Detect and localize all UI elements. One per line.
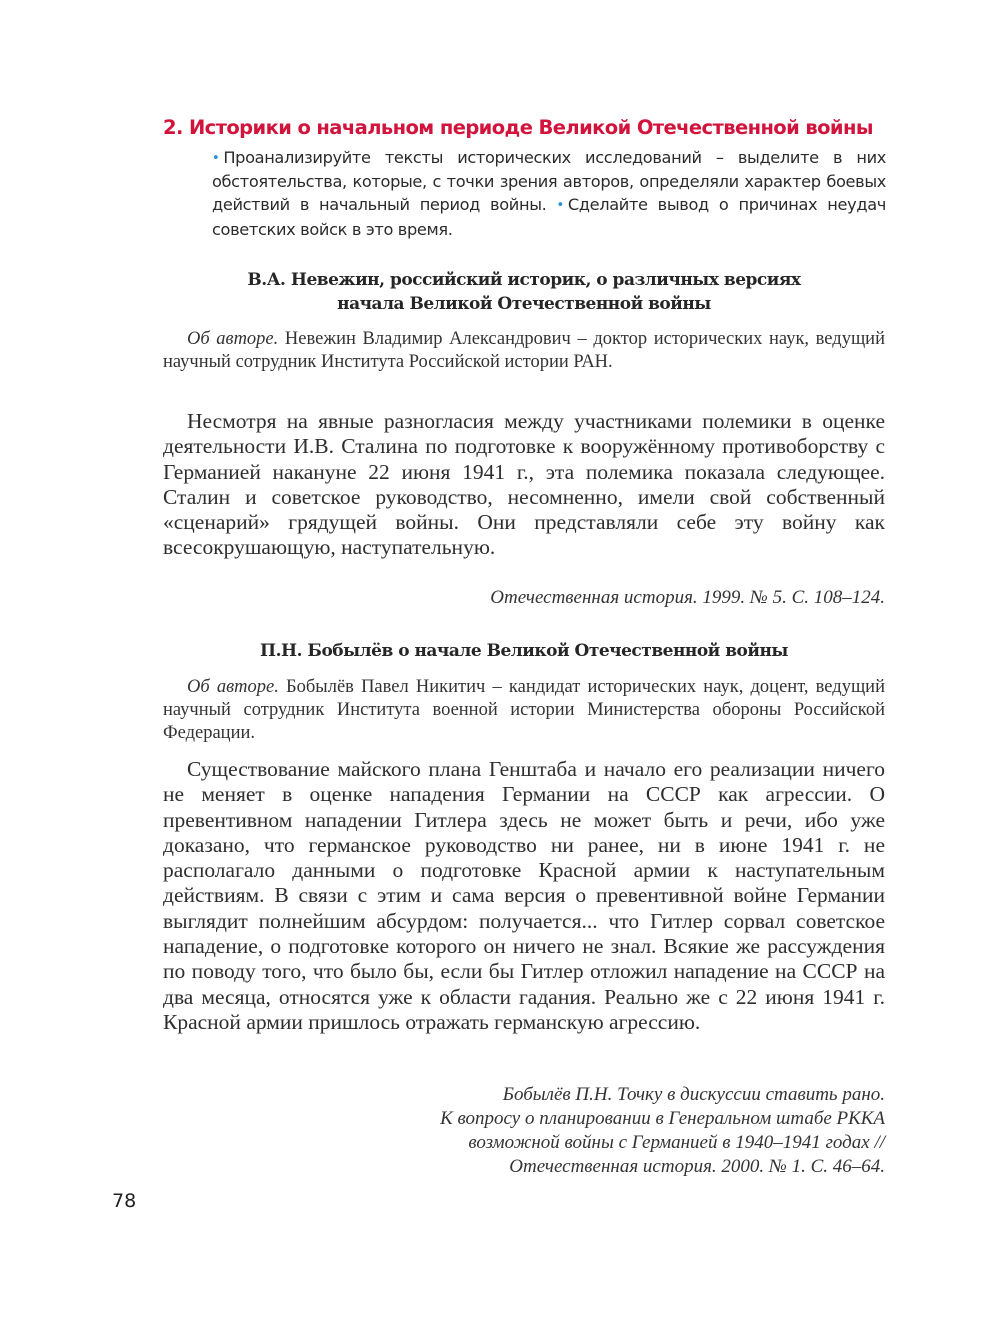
- source-2-citation: [163, 1083, 885, 1179]
- source-2-heading-line1: П.Н. Бобылёв о начале Великой Отечественной войны: [260, 641, 788, 661]
- section-title: 2. Историки о начальном периоде Великой Отечественной войны: [163, 116, 873, 139]
- about-text: Невежин Владимир Александрович – доктор исторических наук, ведущий научный сотрудник Института Российской истории РАН.: [163, 329, 885, 372]
- citation-line: Отечественная история. 2000. № 1. С. 46–64.: [509, 1156, 885, 1177]
- source-2-body: Существование майского плана Генштаба и начало его реализации ничего не меняет в оценке нападения Германии на СССР как агрессии. О превентивном нападении Гитлера здесь не может быть и речи, ибо уже доказано, что германское руководство ни ранее, ни в июне 1941 г. не располагало данными о подготовке Красной армии к наступательным действиям. В связи с этим и сама версия о превентивной войне Германии выглядит полнейшим абсурдом: получается... что Гитлер сорвал советское нападение, о подготовке которого он ничего не знал. Всякие же рассуждения по поводу того, что было бы, если бы Гитлер отложил нападение на СССР на два месяца, относятся уже к области гадания. Реально же с 22 июня 1941 г. Красной армии пришлось отражать германскую агрессию.: [163, 757, 885, 1034]
- about-label: Об авторе.: [187, 329, 279, 349]
- bullet-icon: •: [556, 198, 564, 214]
- citation-line: К вопросу о планировании в Генеральном штабе РККА: [440, 1108, 885, 1129]
- about-text: Бобылёв Павел Никитич – кандидат исторических наук, доцент, ведущий научный сотрудник Института военной истории Министерства обороны Российской Федерации.: [163, 677, 885, 743]
- task-bullet-2: Сделайте вывод о причинах неудач советских войск в это время.: [212, 195, 886, 239]
- bullet-icon: •: [212, 151, 220, 166]
- task-instructions: [212, 146, 886, 241]
- source-1-citation: [163, 586, 885, 610]
- source-1-heading: [163, 268, 885, 316]
- citation-line: Бобылёв П.Н. Точку в дискуссии ставить рано.: [502, 1084, 885, 1105]
- citation-line: Отечественная история. 1999. № 5. С. 108–124.: [490, 587, 885, 608]
- source-1-body: Несмотря на явные разногласия между участниками полемики в оценке деятельности И.В. Сталина по подготовке к вооружённому противоборству с Германией накануне 22 июня 1941 г., эта полемика показала следующее. Сталин и советское руководство, несомненно, имели свой собственный «сценарий» грядущей войны. Они представляли себе эту войну как всесокрушающую, наступательную.: [163, 409, 885, 560]
- source-1-about: [163, 328, 885, 374]
- source-1-heading-line1: В.А. Невежин, российский историк, о различных версиях: [247, 270, 801, 290]
- source-2-about: [163, 676, 885, 745]
- page-number: 78: [112, 1190, 137, 1212]
- source-2-heading: [163, 639, 885, 663]
- about-label: Об авторе.: [187, 677, 279, 697]
- task-bullet-1: Проанализируйте тексты исторических исследований – выделите в них обстоятельства, которые, с точки зрения авторов, определяли характер боевых действий в начальный период войны.: [212, 148, 886, 215]
- citation-line: возможной войны с Германией в 1940–1941 годах //: [468, 1132, 885, 1153]
- source-1-heading-line2: начала Великой Отечественной войны: [337, 294, 711, 314]
